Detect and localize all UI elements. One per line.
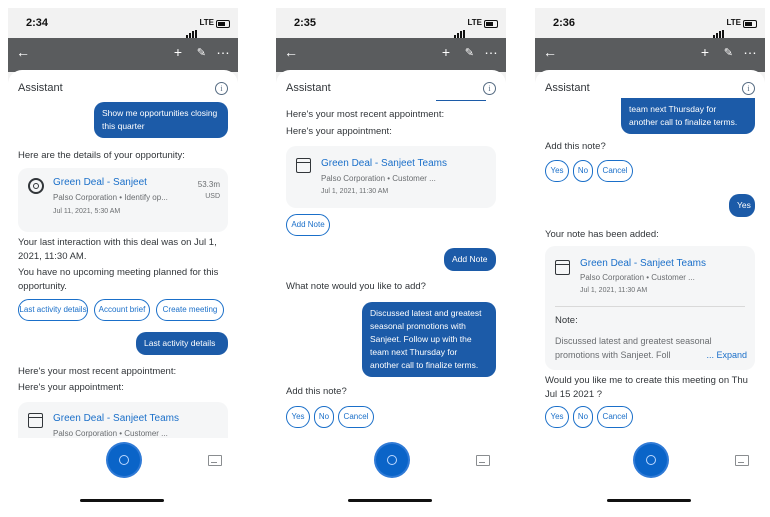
phone-screen-2 xyxy=(276,8,506,508)
appointment-subtitle: Palso Corporation • Customer ... xyxy=(580,273,695,282)
back-arrow-icon[interactable]: ← xyxy=(543,44,557,60)
more-icon[interactable]: … xyxy=(484,41,498,57)
signal-icon xyxy=(454,20,466,38)
add-icon[interactable]: + xyxy=(700,44,709,60)
opportunity-date: Jul 11, 2021, 5:30 AM xyxy=(53,208,121,215)
assistant-orb-button[interactable] xyxy=(108,444,140,476)
user-message: Add Note xyxy=(444,248,496,271)
assistant-orb-button[interactable] xyxy=(635,444,667,476)
info-icon[interactable]: i xyxy=(215,82,228,95)
user-message: Yes xyxy=(729,194,755,217)
keyboard-icon[interactable] xyxy=(476,455,490,466)
battery-icon xyxy=(484,20,498,28)
assistant-title: Assistant xyxy=(18,82,63,94)
expand-link[interactable]: ... Expand xyxy=(706,350,747,360)
network-label: LTE xyxy=(726,18,741,27)
bot-text: Add this note? xyxy=(545,141,606,152)
account-brief-chip[interactable]: Account brief xyxy=(94,299,150,321)
signal-icon xyxy=(713,20,725,38)
appointment-subtitle: Palso Corporation • Customer ... xyxy=(53,429,168,438)
info-icon[interactable]: i xyxy=(742,82,755,95)
appointment-subtitle: Palso Corporation • Customer ... xyxy=(321,174,436,183)
app-bar xyxy=(8,38,238,72)
home-indicator xyxy=(80,499,164,502)
yes-chip[interactable]: Yes xyxy=(545,406,569,428)
yes-chip[interactable]: Yes xyxy=(286,406,310,428)
back-arrow-icon[interactable]: ← xyxy=(284,44,298,60)
status-time: 2:35 xyxy=(294,17,317,29)
phone-screen-1 xyxy=(8,8,238,508)
cancel-chip[interactable]: Cancel xyxy=(597,406,633,428)
assistant-title: Assistant xyxy=(545,82,590,94)
opportunity-title: Green Deal - Sanjeet xyxy=(53,177,147,188)
status-bar xyxy=(535,8,765,38)
status-time: 2:36 xyxy=(553,17,576,29)
assistant-title: Assistant xyxy=(286,82,331,94)
bot-text: Your last interaction with this deal was on Jul 1, 2021, 11:30 AM. xyxy=(18,237,217,262)
yes-chip[interactable]: Yes xyxy=(545,160,569,182)
bot-text: Your note has been added: xyxy=(545,229,659,240)
assistant-orb-button[interactable] xyxy=(376,444,408,476)
status-bar xyxy=(276,8,506,38)
no-chip[interactable]: No xyxy=(314,406,334,428)
status-bar xyxy=(8,8,238,38)
bottom-bar xyxy=(276,438,506,508)
opportunity-amount: 53.3m xyxy=(197,180,220,189)
cancel-chip[interactable]: Cancel xyxy=(597,160,633,182)
battery-icon xyxy=(216,20,230,28)
bot-text: Here's your most recent appointment: xyxy=(286,109,445,120)
last-activity-chip[interactable]: Last activity details xyxy=(18,299,88,321)
note-text: Discussed latest and greatest seasonal promotions with Sanjeet. Foll xyxy=(555,336,712,360)
home-indicator xyxy=(348,499,432,502)
bottom-bar xyxy=(8,438,238,508)
home-indicator xyxy=(607,499,691,502)
bot-text: Would you like me to create this meeting on Thu Jul 15 2021 ? xyxy=(545,375,748,400)
appointment-title: Green Deal - Sanjeet Teams xyxy=(53,413,179,424)
signal-icon xyxy=(186,20,198,38)
user-message: Last activity details xyxy=(136,332,228,355)
no-chip[interactable]: No xyxy=(573,406,593,428)
cancel-chip[interactable]: Cancel xyxy=(338,406,374,428)
status-time: 2:34 xyxy=(26,17,49,29)
appointment-card[interactable] xyxy=(286,146,496,208)
add-icon[interactable]: + xyxy=(441,44,450,60)
appointment-note-card[interactable] xyxy=(545,246,755,370)
add-icon[interactable]: + xyxy=(173,44,182,60)
opportunity-subtitle: Palso Corporation • Identify op... xyxy=(53,193,168,202)
more-icon[interactable]: … xyxy=(743,41,757,57)
bottom-bar xyxy=(535,438,765,508)
no-chip[interactable]: No xyxy=(573,160,593,182)
more-icon[interactable]: … xyxy=(216,41,230,57)
bot-text: You have no upcoming meeting planned for this opportunity. xyxy=(18,267,219,292)
keyboard-icon[interactable] xyxy=(208,455,222,466)
appointment-date: Jul 1, 2021, 11:30 AM xyxy=(580,287,648,294)
user-note-message: Discussed latest and greatest seasonal promotions with Sanjeet. Follow up with the team next Thursday for another call to finalize terms. xyxy=(362,302,496,377)
battery-icon xyxy=(743,20,757,28)
opportunity-card[interactable] xyxy=(18,168,228,232)
edit-icon[interactable]: ✎ xyxy=(196,47,206,59)
network-label: LTE xyxy=(199,18,214,27)
phone-screen-3 xyxy=(535,8,765,508)
calendar-icon xyxy=(555,260,570,275)
bot-text: Here are the details of your opportunity: xyxy=(18,150,185,161)
app-bar xyxy=(276,38,506,72)
bot-text: Here's your most recent appointment: xyxy=(18,366,177,377)
appointment-title: Green Deal - Sanjeet Teams xyxy=(321,158,447,169)
calendar-icon xyxy=(28,413,43,428)
info-icon[interactable]: i xyxy=(483,82,496,95)
opportunity-icon xyxy=(28,178,44,194)
user-note-message: team next Thursday for another call to finalize terms. xyxy=(621,98,755,134)
network-label: LTE xyxy=(467,18,482,27)
add-note-chip[interactable]: Add Note xyxy=(286,214,330,236)
note-label: Note: xyxy=(555,315,578,326)
bot-text: Add this note? xyxy=(286,386,347,397)
scroll-indicator xyxy=(436,100,486,101)
user-message: Show me opportunities closing this quarter xyxy=(94,102,228,138)
create-meeting-chip[interactable]: Create meeting xyxy=(156,299,224,321)
app-bar xyxy=(535,38,765,72)
bot-text: What note would you like to add? xyxy=(286,281,426,292)
keyboard-icon[interactable] xyxy=(735,455,749,466)
divider xyxy=(555,306,745,307)
opportunity-currency: USD xyxy=(205,193,220,200)
calendar-icon xyxy=(296,158,311,173)
appointment-date: Jul 1, 2021, 11:30 AM xyxy=(321,188,389,195)
appointment-title: Green Deal - Sanjeet Teams xyxy=(580,258,706,269)
bot-text: Here's your appointment: xyxy=(286,126,392,137)
back-arrow-icon[interactable]: ← xyxy=(16,44,30,60)
bot-text: Here's your appointment: xyxy=(18,382,124,393)
edit-icon[interactable]: ✎ xyxy=(464,47,474,59)
edit-icon[interactable]: ✎ xyxy=(723,47,733,59)
